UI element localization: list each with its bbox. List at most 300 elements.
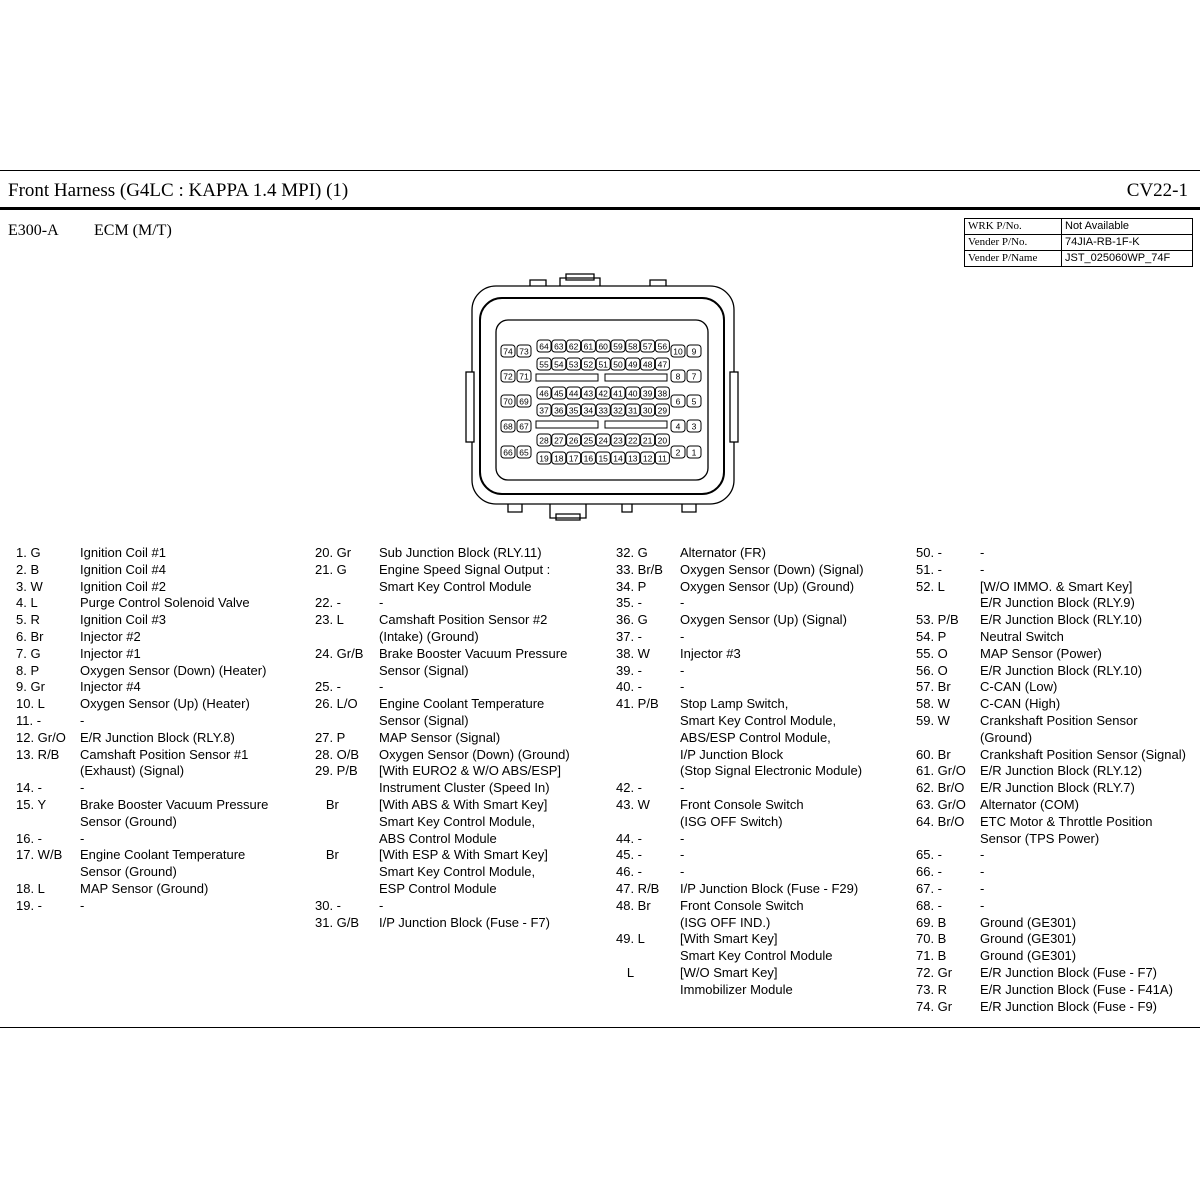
pin-description-line: ESP Control Module [379, 880, 497, 896]
pin-description-line: Neutral Switch [980, 628, 1064, 644]
pin-number: 32. G [616, 545, 648, 560]
pin-row [315, 898, 570, 915]
pin-label: 5 [691, 396, 697, 407]
pin-description-line: Oxygen Sensor (Up) (Ground) [680, 578, 855, 594]
keying-slot [605, 421, 667, 428]
pin-cell [641, 340, 655, 352]
pin-description [980, 797, 1079, 814]
pin-label: 2 [675, 447, 681, 458]
pin-row [616, 965, 864, 999]
pin-number: 1. G [16, 545, 41, 560]
pin-number: 17. W/B [16, 847, 63, 863]
pin-description-line: MAP Sensor (Power) [980, 645, 1102, 661]
pin-cell [611, 387, 625, 399]
pin-label: 68 [503, 421, 513, 432]
pin-cell [567, 434, 581, 446]
pin-row [16, 579, 268, 596]
pin-row [616, 545, 864, 562]
pin-number: 26. L/O [315, 696, 358, 712]
pin-column-2 [315, 545, 570, 931]
pin-description-line: Engine Speed Signal Output : [379, 561, 551, 577]
pin-number: 28. O/B [315, 746, 360, 762]
pin-label: 26 [568, 435, 579, 446]
pin-row [916, 881, 1186, 898]
pin-row [916, 545, 1186, 562]
part-table-value: JST_025060WP_74F [1062, 251, 1193, 267]
pin-row [16, 797, 268, 831]
pin-label: 11 [657, 453, 667, 464]
pin-cell [596, 358, 610, 370]
pin-label: 34 [583, 405, 594, 416]
pin-cell [581, 452, 595, 464]
pin-description [680, 562, 864, 579]
pin-row [616, 629, 864, 646]
pin-description [379, 763, 561, 797]
pin-row [916, 663, 1186, 680]
pin-description [80, 780, 84, 797]
pin-number: 58. W [916, 696, 950, 712]
pin-number: Br [315, 796, 339, 812]
pin-row [16, 629, 268, 646]
pin-number: 12. Gr/O [16, 729, 66, 745]
pin-description-line: - [379, 679, 384, 695]
header-rule [0, 207, 1200, 210]
pin-label: 19 [539, 453, 549, 464]
pin-number: 6. Br [16, 628, 44, 644]
pin-description-line: I/P Junction Block (Fuse - F7) [379, 914, 550, 930]
pin-description-line: - [980, 864, 985, 880]
pin-row [916, 982, 1186, 999]
pin-description-line: Camshaft Position Sensor #2 [379, 612, 548, 628]
pin-label: 66 [503, 447, 513, 458]
pin-description [680, 679, 684, 696]
pin-description-line: Injector #4 [80, 679, 141, 695]
pin-description-line: - [80, 830, 85, 846]
pin-row [16, 881, 268, 898]
pin-description [80, 562, 166, 579]
pin-cell [687, 395, 701, 407]
pin-description [980, 931, 1076, 948]
pin-description [680, 646, 741, 663]
pin-description [379, 696, 544, 730]
pin-number: 24. Gr/B [315, 645, 364, 661]
pin-description-line: - [980, 897, 985, 913]
pin-description-line: Injector #3 [680, 645, 741, 661]
pin-label: 14 [613, 453, 623, 464]
pin-row [16, 747, 268, 781]
pin-description [980, 780, 1135, 797]
pin-cell [581, 340, 595, 352]
pin-description-line: Stop Lamp Switch, [680, 696, 789, 712]
pin-number: 60. Br [916, 746, 951, 762]
pin-row [616, 931, 864, 965]
pin-label: 16 [583, 453, 594, 464]
pin-number: 42. - [616, 780, 643, 796]
pin-number: 52. L [916, 578, 945, 594]
pin-row [916, 629, 1186, 646]
pin-number: 43. W [616, 796, 650, 812]
pin-description [80, 797, 268, 831]
pin-number: 40. - [616, 679, 643, 695]
pin-label: 43 [583, 388, 594, 399]
pin-description-line: Alternator (FR) [680, 545, 766, 560]
pin-row [16, 730, 268, 747]
pin-description-line: E/R Junction Block (RLY.12) [980, 763, 1143, 779]
pin-cell [655, 452, 669, 464]
pin-row [916, 562, 1186, 579]
pin-label: 55 [539, 359, 549, 370]
pin-description-line: (Stop Signal Electronic Module) [680, 763, 863, 779]
pin-label: 4 [675, 421, 681, 432]
pin-description [980, 629, 1064, 646]
pin-description-line: Injector #1 [80, 645, 141, 661]
pin-description [379, 898, 383, 915]
pin-label: 1 [691, 447, 697, 458]
pin-label: 23 [613, 435, 623, 446]
pin-cell [567, 340, 581, 352]
part-table-row [965, 235, 1193, 251]
pin-description [680, 595, 684, 612]
pin-cell [596, 387, 610, 399]
pin-number: 51. - [916, 561, 943, 577]
pin-cell [517, 446, 531, 458]
pin-row [916, 646, 1186, 663]
pin-row [16, 646, 268, 663]
pin-description-line: Engine Coolant Temperature [379, 696, 545, 712]
pin-label: 21 [642, 435, 653, 446]
pin-description-line: Oxygen Sensor (Down) (Signal) [680, 561, 864, 577]
pin-description-line: - [80, 897, 85, 913]
pin-cell [611, 452, 625, 464]
pin-cell [626, 340, 640, 352]
pin-cell [655, 434, 669, 446]
connector-housing-side [730, 372, 738, 442]
pin-description [980, 898, 984, 915]
pin-number: 71. B [916, 948, 947, 964]
pin-row [315, 562, 570, 596]
pin-number: 47. R/B [616, 880, 660, 896]
pin-cell [596, 434, 610, 446]
pin-cell [655, 387, 669, 399]
pin-label: 70 [503, 396, 513, 407]
pin-cell [581, 387, 595, 399]
pin-description-line: - [680, 662, 685, 678]
pin-cell [552, 452, 566, 464]
pin-cell [611, 404, 625, 416]
pin-label: 22 [628, 435, 638, 446]
pin-description [80, 881, 208, 898]
pin-number: 21. G [315, 561, 347, 577]
pin-description-line: - [680, 847, 685, 863]
pin-label: 61 [583, 341, 594, 352]
pin-label: 72 [503, 371, 513, 382]
pin-description [379, 545, 542, 562]
pin-description [80, 747, 248, 781]
pin-description [80, 713, 84, 730]
pin-description-line: Camshaft Position Sensor #1 [80, 746, 249, 762]
pin-description [680, 931, 832, 965]
pin-description-line: ABS/ESP Control Module, [680, 729, 831, 745]
pin-label: 64 [539, 341, 549, 352]
pin-label: 53 [568, 359, 579, 370]
pin-cell [611, 340, 625, 352]
pin-label: 47 [657, 359, 668, 370]
pin-number: 18. L [16, 880, 45, 896]
pin-cell [626, 404, 640, 416]
pin-cell [501, 446, 515, 458]
pin-description-line: (ISG OFF Switch) [680, 813, 783, 829]
pin-number: 68. - [916, 897, 943, 913]
pin-column-3 [616, 545, 864, 999]
pin-cell [552, 387, 566, 399]
keying-slot [536, 421, 598, 428]
pin-cell [567, 387, 581, 399]
pin-description [980, 663, 1142, 680]
pin-number: 63. Gr/O [916, 796, 966, 812]
pin-label: 29 [657, 405, 668, 416]
pin-number: 61. Gr/O [916, 763, 966, 779]
pin-description-line: Engine Coolant Temperature [80, 847, 246, 863]
pin-number: Br [315, 847, 339, 863]
pin-number: 25. - [315, 679, 342, 695]
pin-cell [641, 358, 655, 370]
pin-description-line: - [680, 864, 685, 880]
pin-number: 66. - [916, 864, 943, 880]
pin-number: 36. G [616, 612, 648, 628]
pin-number: 33. Br/B [616, 561, 663, 577]
pin-cell [537, 387, 551, 399]
pin-row [315, 730, 570, 747]
pin-number: 56. O [916, 662, 948, 678]
pin-cell [537, 404, 551, 416]
part-table-key: Vender P/No. [965, 235, 1062, 251]
pin-row [16, 663, 268, 680]
pin-number: 50. - [916, 545, 943, 560]
pin-description [680, 864, 684, 881]
pin-label: 52 [583, 359, 594, 370]
pin-description [980, 612, 1142, 629]
pin-number: 19. - [16, 897, 43, 913]
pin-description-line: C-CAN (Low) [980, 679, 1058, 695]
pin-row [916, 847, 1186, 864]
pin-number: 38. W [616, 645, 650, 661]
pin-row [616, 579, 864, 596]
pin-description [379, 915, 550, 932]
pin-label: 31 [628, 405, 638, 416]
pin-number: 59. W [916, 712, 950, 728]
pin-description-line: - [379, 897, 384, 913]
pin-row [916, 797, 1186, 814]
pin-number: 27. P [315, 729, 346, 745]
pin-number: 39. - [616, 662, 643, 678]
pin-label: 17 [568, 453, 579, 464]
pin-description [680, 881, 858, 898]
pin-cell [655, 340, 669, 352]
pin-description [80, 579, 166, 596]
pin-description-line: - [680, 595, 685, 611]
pin-number: 65. - [916, 847, 943, 863]
pin-description [980, 696, 1060, 713]
pin-row [315, 646, 570, 680]
pin-description [379, 612, 547, 646]
pin-cell [517, 370, 531, 382]
pin-cell [552, 404, 566, 416]
pin-label: 56 [657, 341, 668, 352]
pin-description-line: Sensor (TPS Power) [980, 830, 1100, 846]
pin-description-line: [With EURO2 & W/O ABS/ESP] [379, 763, 562, 779]
pin-description-line: E/R Junction Block (RLY.10) [980, 662, 1143, 678]
pin-label: 15 [598, 453, 608, 464]
pin-description-line: E/R Junction Block (RLY.8) [80, 729, 235, 745]
pin-row [916, 999, 1186, 1016]
pin-description-line: - [980, 880, 985, 896]
pin-number: 23. L [315, 612, 344, 628]
pin-cell [552, 340, 566, 352]
connector-housing-side [466, 372, 474, 442]
pin-number: 16. - [16, 830, 43, 846]
pin-label: 39 [642, 388, 653, 399]
pin-label: 71 [519, 371, 529, 382]
pin-label: 38 [657, 388, 668, 399]
pin-number: 69. B [916, 914, 947, 930]
pin-description-line: [W/O Smart Key] [680, 964, 778, 980]
pin-number: 7. G [16, 645, 41, 661]
pin-row [616, 646, 864, 663]
pin-row [16, 831, 268, 848]
pin-label: 54 [554, 359, 564, 370]
pin-row [616, 797, 864, 831]
pin-description-line: [With ABS & With Smart Key] [379, 796, 548, 812]
pin-description [980, 915, 1076, 932]
pin-number: 10. L [16, 696, 45, 712]
pin-row [616, 562, 864, 579]
pin-number: 53. P/B [916, 612, 959, 628]
pin-description-line: Smart Key Control Module, [379, 813, 536, 829]
pin-description [80, 679, 141, 696]
pin-description-line: (Exhaust) (Signal) [80, 763, 185, 779]
pin-description [680, 579, 854, 596]
pin-description [980, 965, 1157, 982]
pin-description-line: (ISG OFF IND.) [680, 914, 771, 930]
pin-row [616, 696, 864, 780]
pin-label: 8 [675, 371, 681, 382]
pin-description [80, 831, 84, 848]
pin-description [980, 864, 984, 881]
pin-label: 41 [613, 388, 623, 399]
pin-row [16, 562, 268, 579]
pin-description-line: Oxygen Sensor (Down) (Heater) [80, 662, 267, 678]
pin-cell [581, 358, 595, 370]
pin-cell [671, 345, 685, 357]
pin-cell [626, 387, 640, 399]
pin-number: 8. P [16, 662, 40, 678]
pin-description-line: Immobilizer Module [680, 981, 793, 997]
pin-label: 20 [657, 435, 668, 446]
pin-description-line: ABS Control Module [379, 830, 497, 846]
pin-cell [501, 420, 515, 432]
pin-description [379, 730, 500, 747]
pin-description-line: Front Console Switch [680, 796, 804, 812]
pin-cell [581, 404, 595, 416]
pin-cell [671, 395, 685, 407]
pin-number: 57. Br [916, 679, 951, 695]
pin-description [379, 562, 550, 596]
pin-description [980, 999, 1157, 1016]
pin-row [16, 545, 268, 562]
pin-description [980, 562, 984, 579]
pin-cell [501, 345, 515, 357]
pin-label: 12 [642, 453, 653, 464]
pin-row [315, 747, 570, 764]
pin-description-line: Sensor (Signal) [379, 712, 469, 728]
pin-description-line: [With ESP & With Smart Key] [379, 847, 548, 863]
pin-description-line: - [379, 595, 384, 611]
pin-cell [687, 446, 701, 458]
pin-label: 45 [554, 388, 564, 399]
pin-cell [671, 446, 685, 458]
pin-description-line: Ignition Coil #2 [80, 578, 166, 594]
pin-description-line: Brake Booster Vacuum Pressure [80, 796, 269, 812]
pin-row [616, 780, 864, 797]
pin-description-line: MAP Sensor (Ground) [80, 880, 209, 896]
pin-description [980, 881, 984, 898]
pin-description [80, 545, 166, 562]
pin-description [680, 780, 684, 797]
pin-number: 20. Gr [315, 545, 352, 560]
pin-description-line: I/P Junction Block (Fuse - F29) [680, 880, 859, 896]
connector-id: E300-A [8, 222, 59, 239]
pin-label: 28 [539, 435, 549, 446]
pin-row [916, 814, 1186, 848]
pin-label: 13 [628, 453, 638, 464]
pin-number: L [616, 964, 635, 980]
pin-description [980, 847, 984, 864]
pin-cell [596, 452, 610, 464]
pin-description [680, 663, 684, 680]
pin-label: 63 [554, 341, 564, 352]
pin-number: 45. - [616, 847, 643, 863]
pin-description [80, 663, 266, 680]
pin-label: 25 [583, 435, 594, 446]
pin-number: 4. L [16, 595, 38, 611]
pin-description [980, 948, 1076, 965]
pin-row [16, 847, 268, 881]
pin-label: 37 [539, 405, 549, 416]
pin-number: 11. - [16, 712, 42, 728]
pin-cell [687, 345, 701, 357]
pin-cell [537, 340, 551, 352]
pin-row [916, 579, 1186, 613]
pin-description [680, 629, 684, 646]
pin-number: 2. B [16, 561, 40, 577]
pin-description [80, 612, 166, 629]
pin-number: 30. - [315, 897, 342, 913]
pin-description [980, 763, 1142, 780]
pin-cell [517, 395, 531, 407]
pin-description-line: Oxygen Sensor (Up) (Heater) [80, 696, 250, 712]
pin-row [16, 713, 268, 730]
keying-slot [605, 374, 667, 381]
pin-number: 34. P [616, 578, 647, 594]
pin-row [916, 713, 1186, 747]
pin-description [980, 982, 1173, 999]
pin-description-line: Sensor (Ground) [80, 813, 177, 829]
pin-description-line: - [980, 847, 985, 863]
pin-label: 58 [628, 341, 638, 352]
pin-description-line: - [980, 561, 985, 577]
pin-number: 31. G/B [315, 914, 360, 930]
pin-description-line: - [680, 628, 685, 644]
